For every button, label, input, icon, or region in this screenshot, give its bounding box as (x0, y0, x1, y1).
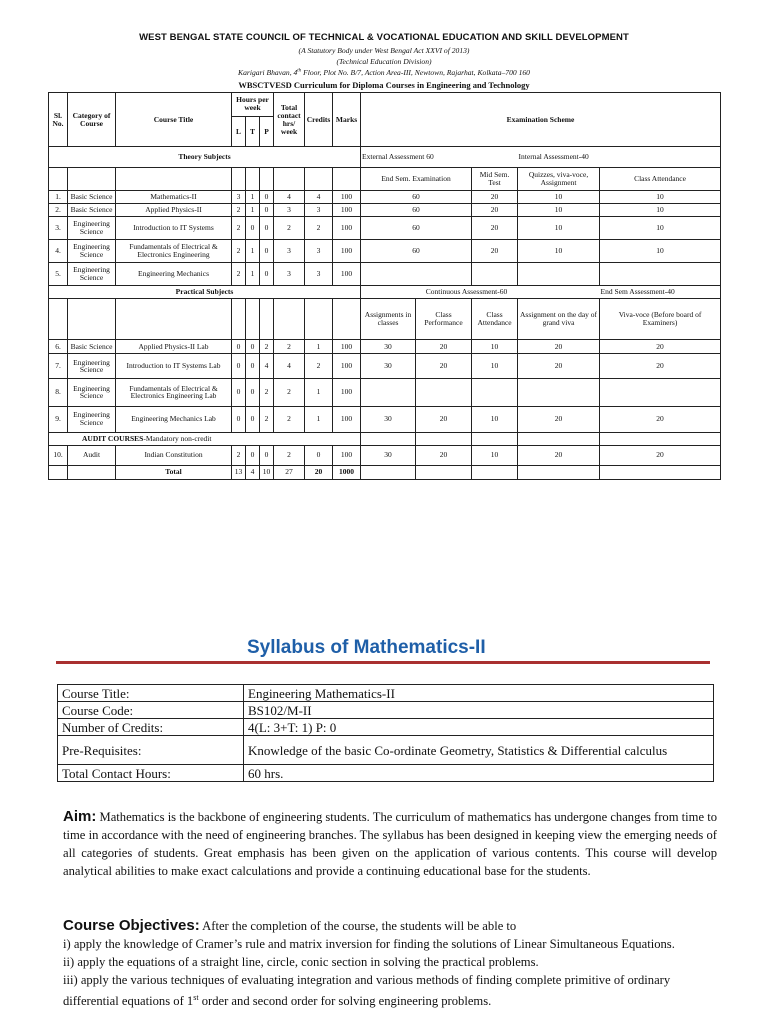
row-grand-viva: 20 (518, 354, 600, 379)
row-category: Audit (68, 445, 116, 465)
row-p: 0 (260, 204, 274, 217)
row-credits: 3 (305, 204, 333, 217)
row-credits: 1 (305, 340, 333, 354)
table-cell (333, 298, 361, 339)
row-sl: 5. (49, 263, 68, 285)
table-cell (518, 432, 600, 445)
row-quizzes: 10 (518, 217, 600, 239)
row-contact-hours: 2 (274, 379, 305, 406)
address-line: Karigari Bhavan, 4th Floor, Plot No. B/7, Action Area-III, Newtown, Rajarhat, Kolkata–700 160 (238, 68, 530, 77)
info-key: Total Contact Hours: (58, 765, 244, 782)
row-sl: 7. (49, 354, 68, 379)
row-mid-sem: 20 (472, 239, 518, 263)
table-cell (472, 432, 518, 445)
col-grand-viva: Assignment on the day of grand viva (518, 298, 600, 339)
row-end-sem: 60 (361, 239, 472, 263)
table-row (49, 191, 721, 204)
col-class-attendance: Class Attendance (472, 298, 518, 339)
row-viva-voce: 20 (600, 445, 721, 465)
info-value: 4(L: 3+T: 1) P: 0 (244, 719, 714, 736)
row-category: Engineering Science (68, 217, 116, 239)
row-l: 2 (232, 204, 246, 217)
row-attendance: 10 (600, 204, 721, 217)
row-class-performance: 20 (416, 406, 472, 432)
header-t: T (246, 116, 260, 147)
row-l: 0 (232, 340, 246, 354)
row-category: Engineering Science (68, 406, 116, 432)
row-l: 2 (232, 239, 246, 263)
row-credits: 3 (305, 239, 333, 263)
info-value: 60 hrs. (244, 765, 714, 782)
table-row (49, 406, 721, 432)
theory-subjects-label: Theory Subjects (49, 147, 361, 167)
curriculum-title: WBSCTVESD Curriculum for Diploma Courses in Engineering and Technology (238, 80, 530, 90)
row-class-attendance: 10 (472, 445, 518, 465)
header-sl: Sl. No. (49, 93, 68, 147)
row-assignments (361, 379, 416, 406)
row-marks: 100 (333, 204, 361, 217)
aim-text: Mathematics is the backbone of engineering students. The curriculum of mathematics has undergone changes from time to time in accordance with the need of engineering branches. The syllabus has been designed in keeping view the emerging needs of all categories of students. Great emphasis has been given on the application of various contents. This course will develop analytical abilities to make exact calculations and provide a continuing educational base for the students. (63, 810, 717, 878)
table-cell (49, 298, 68, 339)
row-end-sem: 60 (361, 217, 472, 239)
table-cell (68, 465, 116, 479)
end-sem-assessment-label: End Sem Assessment-40 (600, 285, 721, 298)
row-marks: 100 (333, 340, 361, 354)
total-marks: 1000 (333, 465, 361, 479)
row-sl: 1. (49, 191, 68, 204)
row-attendance: 10 (600, 239, 721, 263)
row-course-title: Engineering Mechanics Lab (116, 406, 232, 432)
row-category: Basic Science (68, 204, 116, 217)
total-t: 4 (246, 465, 260, 479)
table-row (49, 239, 721, 263)
course-info-table (57, 684, 714, 782)
row-viva-voce: 20 (600, 340, 721, 354)
row-mid-sem: 20 (472, 217, 518, 239)
row-mid-sem: 20 (472, 204, 518, 217)
table-cell (116, 298, 232, 339)
row-grand-viva: 20 (518, 340, 600, 354)
row-contact-hours: 4 (274, 191, 305, 204)
header-p: P (260, 116, 274, 147)
header-exam-scheme: Examination Scheme (361, 93, 721, 147)
col-viva-voce: Viva-voce (Before board of Examiners) (600, 298, 721, 339)
row-course-title: Introduction to IT Systems (116, 217, 232, 239)
row-p: 0 (260, 445, 274, 465)
col-quizzes: Quizzes, viva-voce, Assignment (518, 167, 600, 191)
header-course-title: Course Title (116, 93, 232, 147)
table-row (49, 340, 721, 354)
row-credits: 2 (305, 354, 333, 379)
row-contact-hours: 2 (274, 406, 305, 432)
objective-item: i) apply the knowledge of Cramer’s rule and matrix inversion for finding the solutions of Linear Simultaneous Equations. (63, 937, 675, 951)
table-row (49, 379, 721, 406)
row-class-attendance: 10 (472, 354, 518, 379)
syllabus-title: Syllabus of Mathematics-II (247, 637, 486, 658)
table-cell (472, 465, 518, 479)
row-course-title: Mathematics-II (116, 191, 232, 204)
row-l: 0 (232, 379, 246, 406)
table-cell (518, 465, 600, 479)
row-contact-hours: 4 (274, 354, 305, 379)
info-value: Knowledge of the basic Co-ordinate Geometry, Statistics & Differential calculus (244, 736, 714, 765)
total-l: 13 (232, 465, 246, 479)
row-t: 0 (246, 340, 260, 354)
objectives-section (63, 917, 723, 1010)
row-sl: 8. (49, 379, 68, 406)
table-cell (600, 432, 721, 445)
row-course-title: Applied Physics-II Lab (116, 340, 232, 354)
row-end-sem: 60 (361, 204, 472, 217)
col-end-sem: End Sem. Examination (361, 167, 472, 191)
col-mid-sem: Mid Sem. Test (472, 167, 518, 191)
table-row (49, 217, 721, 239)
row-marks: 100 (333, 217, 361, 239)
table-cell (49, 465, 68, 479)
row-p: 0 (260, 217, 274, 239)
row-class-attendance: 10 (472, 340, 518, 354)
row-l: 3 (232, 191, 246, 204)
objectives-intro: After the completion of the course, the students will be able to (199, 919, 517, 933)
row-credits: 3 (305, 263, 333, 285)
row-attendance: 10 (600, 191, 721, 204)
row-p: 0 (260, 239, 274, 263)
row-end-sem (361, 263, 472, 285)
info-key: Course Code: (58, 702, 244, 719)
curriculum-table (48, 92, 721, 480)
total-hrs: 27 (274, 465, 305, 479)
row-course-title: Introduction to IT Systems Lab (116, 354, 232, 379)
row-t: 1 (246, 263, 260, 285)
table-cell (260, 298, 274, 339)
row-attendance: 10 (600, 217, 721, 239)
row-assignments: 30 (361, 406, 416, 432)
row-class-performance: 20 (416, 354, 472, 379)
row-p: 0 (260, 191, 274, 204)
continuous-assessment-label: Continuous Assessment-60 (416, 285, 518, 298)
statutory-note: (A Statutory Body under West Bengal Act XXVI of 2013) (298, 46, 470, 55)
row-l: 2 (232, 217, 246, 239)
row-t: 0 (246, 217, 260, 239)
row-course-title: Engineering Mechanics (116, 263, 232, 285)
row-t: 0 (246, 354, 260, 379)
header-contact: Total contact hrs/ week (274, 93, 305, 147)
row-class-performance: 20 (416, 340, 472, 354)
table-row (49, 354, 721, 379)
row-contact-hours: 3 (274, 204, 305, 217)
table-cell (518, 285, 600, 298)
row-sl: 4. (49, 239, 68, 263)
table-cell (416, 465, 472, 479)
row-grand-viva (518, 379, 600, 406)
row-credits: 2 (305, 217, 333, 239)
table-cell (305, 298, 333, 339)
row-course-title: Fundamentals of Electrical & Electronics Engineering Lab (116, 379, 232, 406)
header-hours: Hours per week (232, 93, 274, 117)
table-cell (232, 298, 246, 339)
audit-courses-heading: AUDIT COURSES (82, 433, 144, 443)
row-p: 2 (260, 379, 274, 406)
row-t: 1 (246, 204, 260, 217)
row-sl: 10. (49, 445, 68, 465)
row-l: 0 (232, 406, 246, 432)
row-category: Engineering Science (68, 263, 116, 285)
table-row (49, 445, 721, 465)
row-credits: 0 (305, 445, 333, 465)
row-marks: 100 (333, 379, 361, 406)
row-assignments: 30 (361, 340, 416, 354)
table-cell (361, 432, 416, 445)
objective-item: ii) apply the equations of a straight line, circle, conic section in solving the practical problems. (63, 955, 539, 969)
col-attendance: Class Attendance (600, 167, 721, 191)
row-t: 1 (246, 191, 260, 204)
info-key: Number of Credits: (58, 719, 244, 736)
row-contact-hours: 3 (274, 263, 305, 285)
row-quizzes (518, 263, 600, 285)
row-course-title: Indian Constitution (116, 445, 232, 465)
row-marks: 100 (333, 445, 361, 465)
row-quizzes: 10 (518, 239, 600, 263)
row-marks: 100 (333, 191, 361, 204)
row-class-performance: 20 (416, 445, 472, 465)
info-value: Engineering Mathematics-II (244, 685, 714, 702)
col-class-performance: Class Performance (416, 298, 472, 339)
row-marks: 100 (333, 406, 361, 432)
row-p: 4 (260, 354, 274, 379)
header-credits: Credits (305, 93, 333, 147)
info-key: Pre-Requisites: (58, 736, 244, 765)
row-grand-viva: 20 (518, 445, 600, 465)
row-contact-hours: 3 (274, 239, 305, 263)
external-assessment-label: External Assessment 60 (361, 147, 472, 167)
row-class-performance (416, 379, 472, 406)
table-cell (416, 432, 472, 445)
row-contact-hours: 2 (274, 340, 305, 354)
row-sl: 3. (49, 217, 68, 239)
table-row (49, 263, 721, 285)
row-class-attendance (472, 379, 518, 406)
row-category: Engineering Science (68, 239, 116, 263)
row-p: 0 (260, 263, 274, 285)
table-cell (246, 298, 260, 339)
row-attendance (600, 263, 721, 285)
row-assignments: 30 (361, 354, 416, 379)
audit-courses-label (49, 432, 361, 445)
total-label: Total (116, 465, 232, 479)
row-t: 0 (246, 406, 260, 432)
table-cell (361, 285, 416, 298)
header-l: L (232, 116, 246, 147)
row-quizzes: 10 (518, 191, 600, 204)
row-sl: 9. (49, 406, 68, 432)
aim-label: Aim: (63, 808, 97, 825)
row-l: 2 (232, 263, 246, 285)
col-assignments: Assignments in classes (361, 298, 416, 339)
row-l: 0 (232, 354, 246, 379)
row-contact-hours: 2 (274, 217, 305, 239)
row-contact-hours: 2 (274, 445, 305, 465)
practical-subjects-label: Practical Subjects (49, 285, 361, 298)
objective-item: iii) apply the various techniques of evaluating integration and various methods of finding complete primitive of ordinary differential equations of 1st order and second order for solving engineering problems. (63, 973, 671, 1009)
row-viva-voce: 20 (600, 354, 721, 379)
header-marks: Marks (333, 93, 361, 147)
row-p: 2 (260, 406, 274, 432)
info-value: BS102/M-II (244, 702, 714, 719)
audit-courses-note: -Mandatory non-credit (143, 433, 212, 443)
row-mid-sem: 20 (472, 191, 518, 204)
division-note: (Technical Education Division) (336, 57, 432, 66)
row-course-title: Fundamentals of Electrical & Electronics Engineering (116, 239, 232, 263)
row-sl: 6. (49, 340, 68, 354)
total-credits: 20 (305, 465, 333, 479)
row-quizzes: 10 (518, 204, 600, 217)
row-viva-voce (600, 379, 721, 406)
row-viva-voce: 20 (600, 406, 721, 432)
row-marks: 100 (333, 263, 361, 285)
table-cell (68, 298, 116, 339)
row-p: 2 (260, 340, 274, 354)
row-l: 2 (232, 445, 246, 465)
row-sl: 2. (49, 204, 68, 217)
row-end-sem: 60 (361, 191, 472, 204)
row-class-attendance: 10 (472, 406, 518, 432)
row-credits: 1 (305, 379, 333, 406)
row-category: Engineering Science (68, 354, 116, 379)
council-name: WEST BENGAL STATE COUNCIL OF TECHNICAL & VOCATIONAL EDUCATION AND SKILL DEVELOPMENT (139, 32, 629, 43)
row-t: 0 (246, 445, 260, 465)
table-row (49, 204, 721, 217)
row-course-title: Applied Physics-II (116, 204, 232, 217)
row-mid-sem (472, 263, 518, 285)
row-assignments: 30 (361, 445, 416, 465)
title-rule (56, 661, 710, 664)
row-marks: 100 (333, 354, 361, 379)
row-grand-viva: 20 (518, 406, 600, 432)
row-marks: 100 (333, 239, 361, 263)
row-category: Basic Science (68, 191, 116, 204)
table-cell (361, 465, 416, 479)
header-category: Category of Course (68, 93, 116, 147)
row-t: 1 (246, 239, 260, 263)
row-credits: 4 (305, 191, 333, 204)
table-cell (600, 465, 721, 479)
row-t: 0 (246, 379, 260, 406)
objectives-label: Course Objectives: (63, 917, 200, 934)
row-credits: 1 (305, 406, 333, 432)
total-p: 10 (260, 465, 274, 479)
aim-paragraph (63, 808, 717, 880)
internal-assessment-label: Internal Assessment-40 (518, 147, 721, 167)
info-key: Course Title: (58, 685, 244, 702)
row-category: Basic Science (68, 340, 116, 354)
table-cell (274, 298, 305, 339)
row-category: Engineering Science (68, 379, 116, 406)
